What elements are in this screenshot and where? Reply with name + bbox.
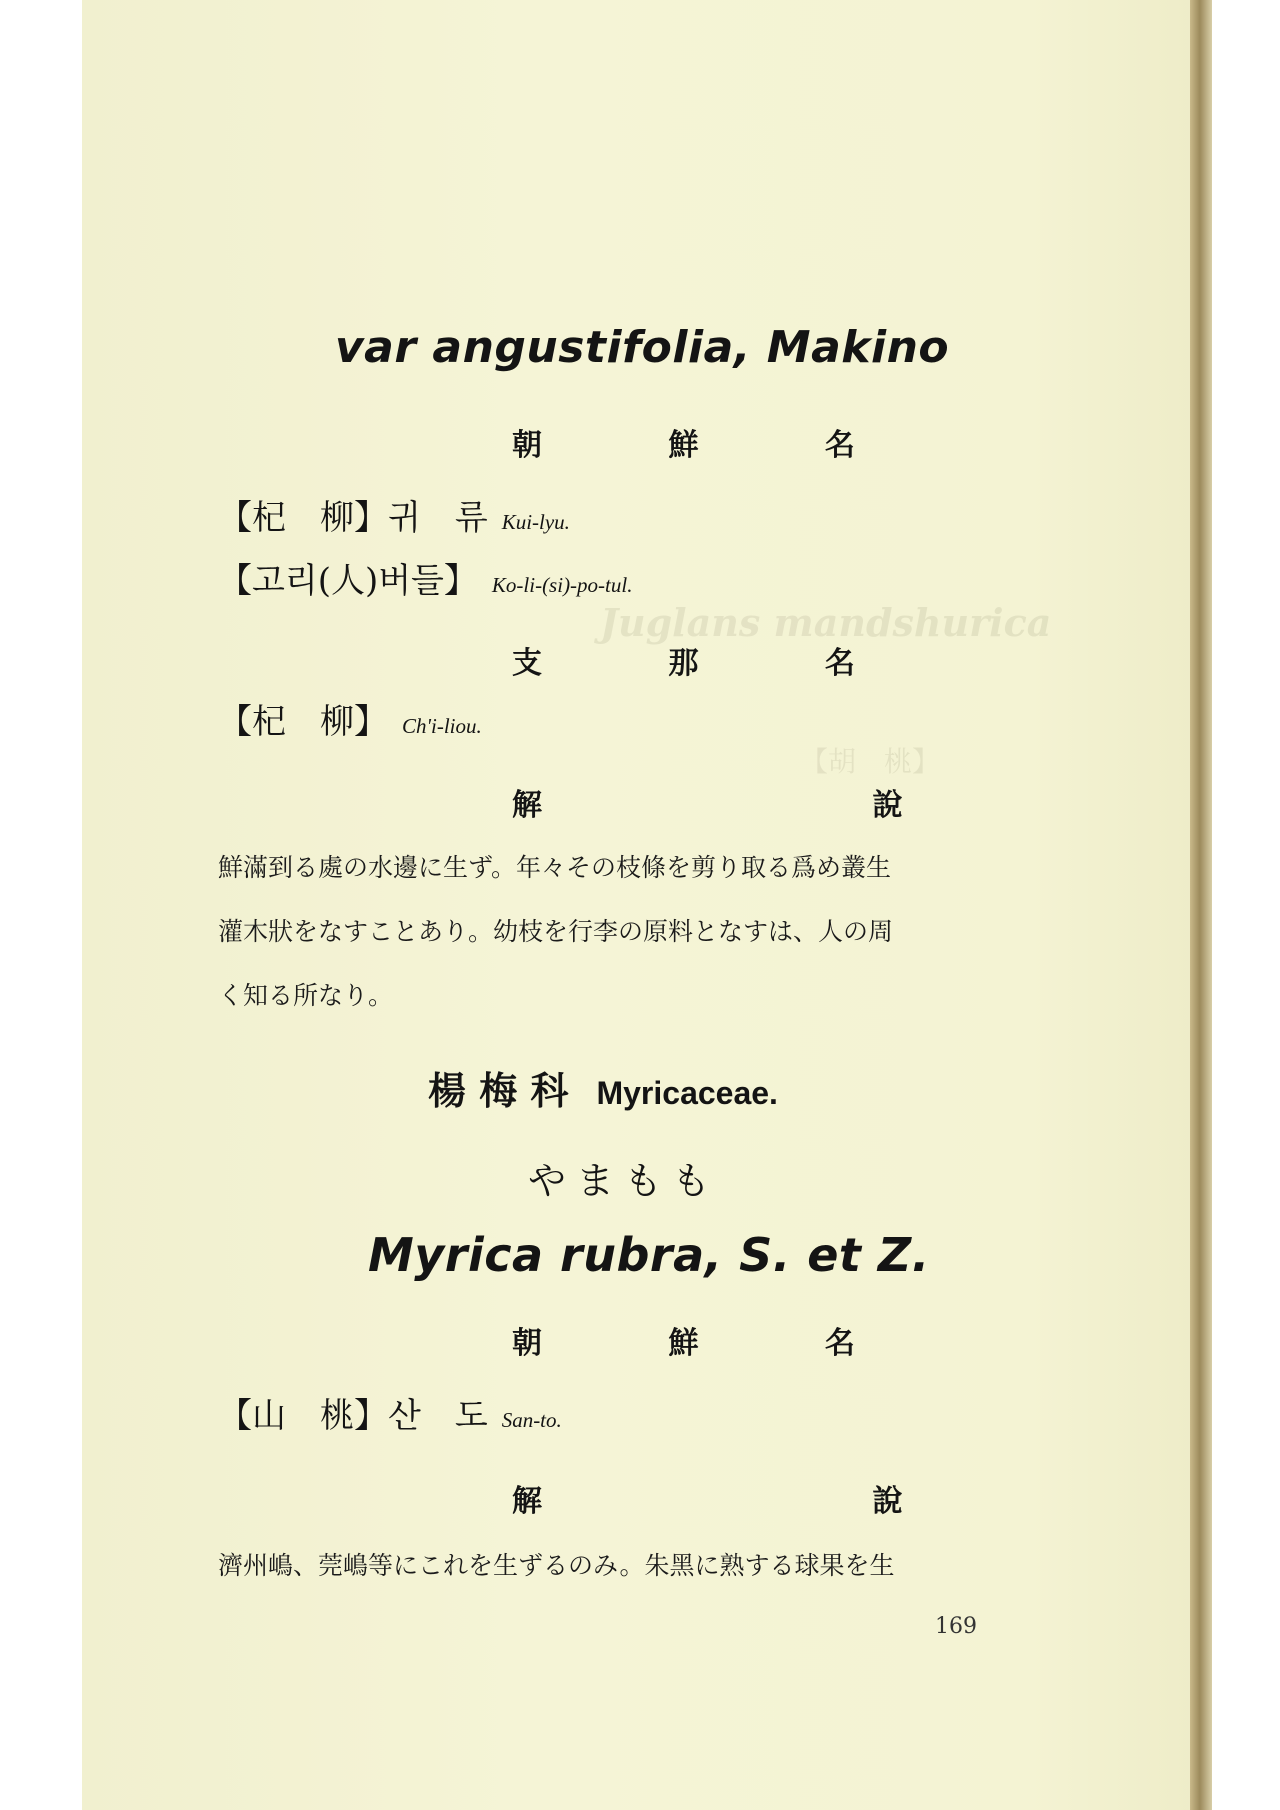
korean-name-heading [512, 1318, 913, 1362]
page-number: 169 [935, 1614, 977, 1639]
family-name-latin: Myricaceae. [596, 1075, 778, 1111]
entry-romanization: San-to. [501, 1408, 562, 1432]
entry-label: 【山 桃】산 도 [218, 1396, 488, 1436]
scan-margin-right [1212, 0, 1280, 1810]
description-line: 灌木狀をなすことあり。幼枝を行李の原料となすは、人の周 [218, 917, 894, 946]
heading-text: 解 說 [512, 788, 1063, 823]
family-name-cjk: 楊 梅 科 [428, 1069, 569, 1113]
korean-name-entry [218, 490, 570, 539]
description-line: 濟州嶋、莞嶋等にこれを生ずるのみ。朱黑に熟する球果を生 [218, 1551, 895, 1580]
entry-romanization: Kui-lyu. [501, 510, 570, 534]
heading-text: 解 說 [512, 1484, 1063, 1519]
scan-margin-left [0, 0, 82, 1810]
description-line: 鮮滿到る處の水邊に生ず。年々その枝條を剪り取る爲め叢生 [218, 853, 892, 882]
chinese-name-heading [512, 638, 913, 682]
entry-label: 【고리(人)버들】 [218, 561, 478, 601]
description-heading [512, 780, 1062, 824]
family-heading [428, 1060, 778, 1115]
description-heading [512, 1476, 1062, 1520]
show-through-text: 【胡 桃】 [800, 745, 941, 778]
chinese-name-entry [218, 694, 482, 743]
book-page [82, 0, 1200, 1810]
show-through-text: Juglans mandshurica [600, 600, 1052, 645]
heading-text: 朝 鮮 名 [512, 428, 913, 463]
japanese-common-name: やまもも [528, 1159, 721, 1203]
korean-name-heading [512, 420, 913, 464]
species-title: var angustifolia, Makino [335, 322, 950, 373]
heading-text: 朝 鮮 名 [512, 1326, 913, 1361]
entry-label: 【杞 柳】 [218, 702, 388, 742]
page-edge [1190, 0, 1212, 1810]
entry-romanization: Ko-li-(si)-po-tul. [491, 573, 633, 597]
entry-romanization: Ch'i-liou. [402, 714, 482, 738]
description-line: く知る所なり。 [218, 981, 394, 1010]
korean-name-entry [218, 553, 632, 602]
entry-label: 【杞 柳】귀 류 [218, 498, 488, 538]
heading-text: 支 那 名 [512, 646, 913, 681]
species-name: Myrica rubra, S. et Z. [368, 1228, 930, 1282]
korean-name-entry [218, 1388, 562, 1437]
